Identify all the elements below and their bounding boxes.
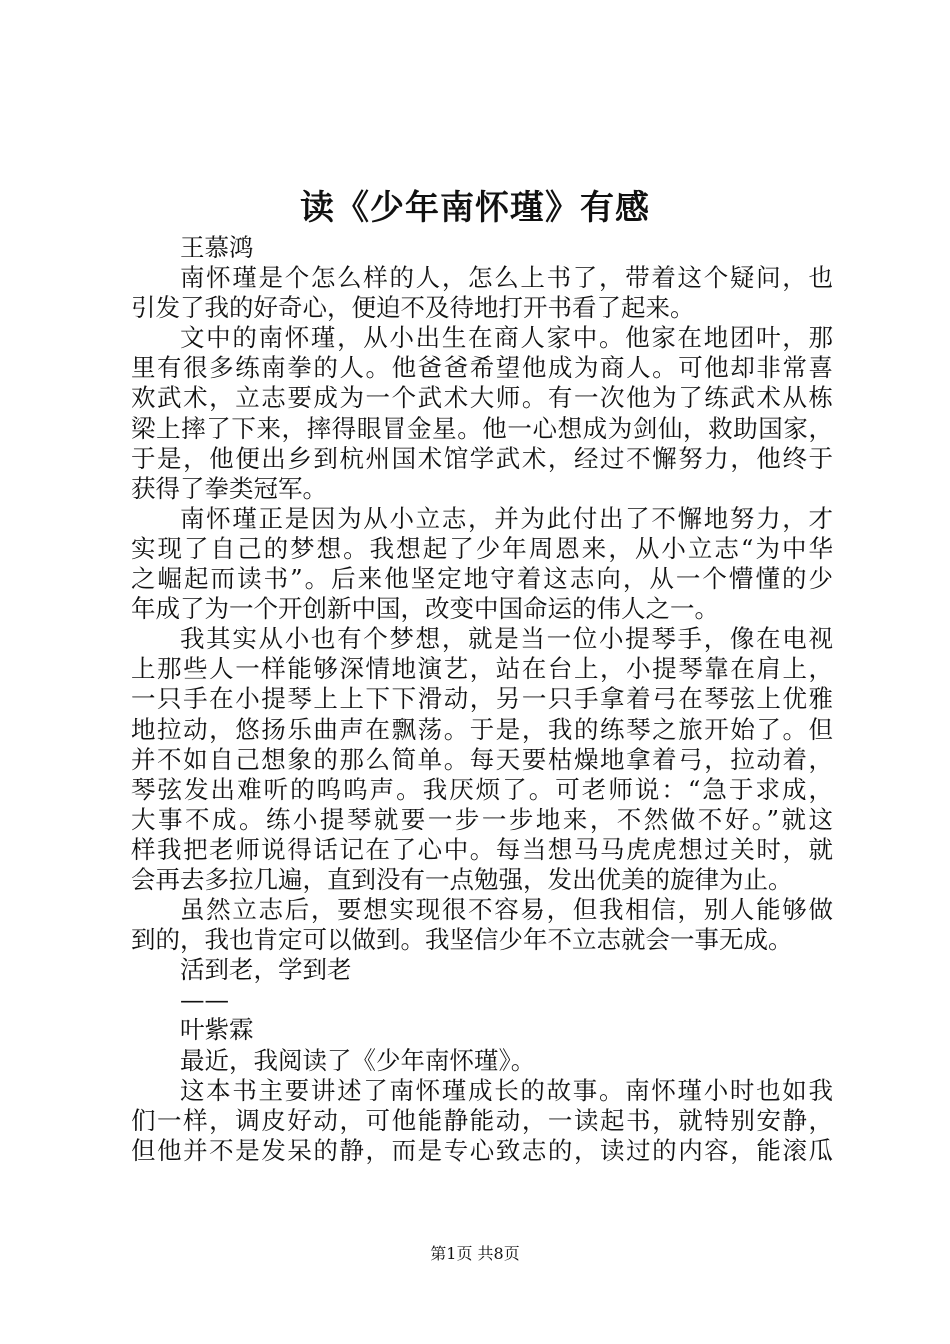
page-footer: 第1页 共8页 [430, 1244, 520, 1263]
text-line: 南怀瑾是个怎么样的人，怎么上书了，带着这个疑问，也 [180, 263, 833, 293]
text-line: 会再去多拉几遍，直到没有一点勉强，发出优美的旋律为止。 [131, 864, 793, 894]
text-line: 之崛起而读书”。后来他坚定地守着这志向，从一个懵懂的少 [131, 564, 833, 594]
text-line: 实现了自己的梦想。我想起了少年周恩来，从小立志“为中华 [131, 533, 833, 563]
text-line: 文中的南怀瑾，从小出生在商人家中。他家在地团叶，那 [180, 323, 833, 353]
text-line: 到的，我也肯定可以做到。我坚信少年不立志就会一事无成。 [131, 925, 793, 955]
text-line: 梁上摔了下来，摔得眼冒金星。他一心想成为剑仙，救助国家， [131, 413, 833, 443]
text-line: 琴弦发出难听的呜呜声。我厌烦了。可老师说：“急于求成， [131, 774, 833, 804]
document-title: 读《少年南怀瑾》有感 [300, 188, 650, 228]
text-line: 欢武术，立志要成为一个武术大师。有一次他为了练武术从栋 [131, 383, 833, 413]
text-line: 年成了为一个开创新中国，改变中国命运的伟人之一。 [131, 594, 719, 624]
text-line: 获得了拳类冠军。 [131, 473, 327, 503]
text-line: 南怀瑾正是因为从小立志，并为此付出了不懈地努力，才 [180, 503, 833, 533]
text-line: 最近，我阅读了《少年南怀瑾》。 [180, 1045, 536, 1075]
text-line: 并不如自己想象的那么简单。每天要枯燥地拿着弓，拉动着， [131, 744, 833, 774]
text-line: 王慕鸿 [180, 233, 254, 262]
text-line: 引发了我的好奇心，便迫不及待地打开书看了起来。 [131, 293, 695, 323]
text-line: 大事不成。练小提琴就要一步一步地来，不然做不好。”就这 [131, 804, 833, 834]
text-line: 们一样，调皮好动，可他能静能动，一读起书，就特别安静， [131, 1105, 833, 1135]
text-line: 虽然立志后，要想实现很不容易，但我相信，别人能够做 [180, 895, 833, 925]
text-line: 于是，他便出乡到杭州国术馆学武术，经过不懈努力，他终于 [131, 443, 833, 473]
text-line: 上那些人一样能够深情地演艺，站在台上，小提琴靠在肩上， [131, 654, 833, 684]
text-line: 我其实从小也有个梦想，就是当一位小提琴手，像在电视 [180, 624, 833, 654]
text-line: —— [180, 985, 229, 1015]
text-line: 一只手在小提琴上上下下滑动，另一只手拿着弓在琴弦上优雅 [131, 684, 833, 714]
text-line: 活到老，学到老 [180, 955, 352, 985]
text-line: 但他并不是发呆的静，而是专心致志的，读过的内容，能滚瓜 [131, 1135, 833, 1165]
text-line: 地拉动，悠扬乐曲声在飘荡。于是，我的练琴之旅开始了。但 [131, 714, 833, 744]
text-line: 这本书主要讲述了南怀瑾成长的故事。南怀瑾小时也如我 [180, 1075, 833, 1105]
text-line: 样我把老师说得话记在了心中。每当想马马虎虎想过关时，就 [131, 834, 833, 864]
text-line: 里有很多练南拳的人。他爸爸希望他成为商人。可他却非常喜 [131, 353, 833, 383]
text-line: 叶紫霖 [180, 1015, 254, 1045]
document-body [131, 233, 833, 1166]
